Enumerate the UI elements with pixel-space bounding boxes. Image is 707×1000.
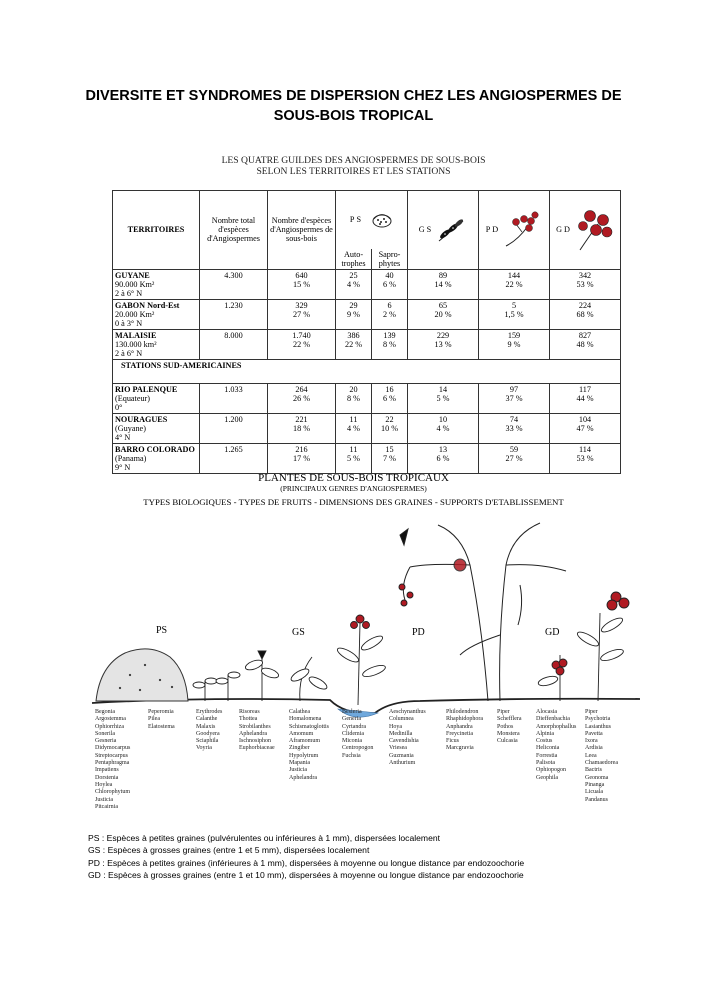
- cell-value: 6: [387, 300, 392, 310]
- diagram-description: TYPES BIOLOGIQUES - TYPES DE FRUITS - DIMENSIONS DES GRAINES - SUPPORTS D'ETABLISSEMENT: [143, 497, 564, 507]
- row-name: NOURAGUES: [115, 414, 168, 424]
- cell-value: 827: [578, 330, 592, 340]
- cell-value: 264: [295, 384, 308, 394]
- cell-auto: [336, 299, 372, 329]
- ps-seed-icon: [371, 212, 393, 228]
- diagram-label-ps: PS: [156, 625, 168, 636]
- legend-gs: GS : Espèces à grosses graines (entre 1 et 5 mm), dispersées localement: [88, 845, 370, 856]
- cell-percent: 14 %: [434, 279, 452, 289]
- cell-auto: [336, 329, 372, 359]
- cell-value: 386: [347, 330, 360, 340]
- diagram-label-gd: GD: [545, 627, 560, 638]
- cell-total: 8.000: [200, 329, 268, 359]
- row-area: 20.000 Km²: [115, 309, 155, 319]
- cell-value: 117: [579, 384, 591, 394]
- cell-value: 221: [295, 414, 308, 424]
- row-name-cell: [113, 299, 200, 329]
- cell-percent: 18 %: [292, 423, 311, 433]
- cell-understory: [268, 383, 336, 413]
- row-name: MALAISIE: [115, 330, 157, 340]
- genus-list: Besleria Generia Cyrtandra Clidemia Miconia Centropogon Fuchsia: [342, 709, 374, 759]
- table-row: [113, 299, 621, 329]
- cell-percent: 17 %: [292, 453, 311, 463]
- cell-value: 25: [349, 270, 358, 280]
- header-saprophytes: Sapro-phytes: [372, 249, 408, 270]
- cell-value: 1.740: [292, 330, 311, 340]
- table-row: [113, 383, 621, 413]
- cell-sapro: [372, 269, 408, 299]
- cell-value: 104: [578, 414, 592, 424]
- cell-value: 159: [507, 330, 521, 340]
- row-lat: 0°: [115, 402, 123, 412]
- cell-percent: 6 %: [383, 279, 396, 289]
- genus-list: Aeschynanthus Columnea Hoya Medinilla Cavendishia Vriesea Guzmania Anthurium: [389, 709, 426, 767]
- table-header-row: [113, 191, 621, 249]
- row-country: (Equateur): [115, 393, 151, 403]
- cell-gs: [408, 329, 479, 359]
- cell-value: 13: [438, 444, 448, 454]
- cell-total: 1.200: [200, 413, 268, 443]
- header-pd-label: PD: [485, 224, 501, 234]
- cell-understory: [268, 299, 336, 329]
- cell-total: 1.033: [200, 383, 268, 413]
- row-name: GUYANE: [115, 270, 150, 280]
- cell-percent: 1,5 %: [504, 309, 524, 319]
- cell-percent: 22 %: [344, 339, 363, 349]
- row-name-cell: [113, 329, 200, 359]
- cell-value: 139: [383, 330, 396, 340]
- cell-value: 10: [438, 414, 448, 424]
- cell-percent: 9 %: [347, 309, 360, 319]
- diagram-subtitle: (PRINCIPAUX GENRES D'ANGIOSPERMES): [280, 484, 427, 493]
- cell-percent: 33 %: [505, 423, 523, 433]
- row-lat: 2 à 6° N: [115, 288, 143, 298]
- cell-gs: [408, 269, 479, 299]
- row-country: (Panama): [115, 453, 147, 463]
- gd-plant: [537, 592, 629, 701]
- cell-gs: [408, 443, 479, 473]
- table-row: [113, 329, 621, 359]
- cell-value: 97: [509, 384, 519, 394]
- cell-value: 5: [511, 300, 517, 310]
- legend-ps: PS : Espèces à petites graines (pulvérulentes ou inférieures à 1 mm), dispersées localement: [88, 833, 441, 843]
- cell-percent: 6 %: [383, 393, 396, 403]
- header-gs-label: GS: [418, 224, 434, 234]
- pd-plant: [336, 615, 387, 705]
- cell-value: 59: [509, 444, 519, 454]
- cell-sapro: [372, 383, 408, 413]
- cell-gs: [408, 383, 479, 413]
- header-gd: [550, 191, 621, 270]
- genus-list: Begonia Argostemma Ophiorrhiza Sonerila Gesneria Didymocarpus Streptocarpus Pentaphragma Impatiens Dorstenia Hoylea Chlorophytum Justicia Pitcairnia: [95, 709, 131, 810]
- table-caption-line-2: SELON LES TERRITOIRES ET LES STATIONS: [256, 166, 451, 177]
- cell-value: 640: [295, 270, 308, 280]
- cell-value: 229: [436, 330, 450, 340]
- diagram-label-pd: PD: [412, 627, 425, 638]
- cell-gd: [550, 443, 621, 473]
- row-area: 130.000 km²: [115, 339, 157, 349]
- cell-percent: 4 %: [347, 279, 360, 289]
- cell-understory: [268, 413, 336, 443]
- cell-percent: 48 %: [576, 339, 594, 349]
- gd-red-fruits-icon: [574, 208, 614, 252]
- cell-sapro: [372, 443, 408, 473]
- cell-percent: 7 %: [383, 453, 396, 463]
- cell-percent: 8 %: [347, 393, 360, 403]
- cell-value: 216: [295, 444, 308, 454]
- cell-percent: 5 %: [347, 453, 360, 463]
- table-row: [113, 269, 621, 299]
- genus-list: Alocasia Dieffenbachia Amorphophallus Alpinia Costus Heliconia Forrestia Palisota Ophiopogon Geophila: [536, 709, 577, 781]
- cell-percent: 22 %: [505, 279, 523, 289]
- row-name: GABON Nord-Est: [115, 300, 180, 310]
- row-area: 90.000 Km²: [115, 279, 155, 289]
- genus-list: Calathea Homalomena Schismatoglottis Amomum Aframomum Zingiber Hypolytrum Mapania Justicia Aphelandra: [289, 709, 330, 781]
- header-total-species: Nombre total d'espèces d'Angiospermes: [200, 191, 268, 270]
- cell-value: 11: [349, 414, 358, 424]
- cell-value: 114: [579, 444, 591, 454]
- genus-list: Piper Psychotria Lasianthus Pavetta Ixora Ardisia Leea Chamaedorea Bactris Geonoma Pinanga Licuala Pandanus: [585, 709, 618, 803]
- cell-percent: 47 %: [576, 423, 594, 433]
- cell-pd: [479, 329, 550, 359]
- ps-small-plant: [193, 672, 240, 701]
- cell-gd: [550, 383, 621, 413]
- cell-percent: 15 %: [292, 279, 311, 289]
- header-pd: [479, 191, 550, 270]
- cell-understory: [268, 329, 336, 359]
- header-territoires: TERRITOIRES: [113, 191, 200, 270]
- cell-percent: 20 %: [434, 309, 452, 319]
- understory-plants-illustration: [0, 505, 707, 725]
- cell-auto: [336, 413, 372, 443]
- cell-total: 4.300: [200, 269, 268, 299]
- cell-gd: [550, 299, 621, 329]
- cell-percent: 27 %: [292, 309, 311, 319]
- cell-percent: 26 %: [292, 393, 311, 403]
- title-line-2: SOUS-BOIS TROPICAL: [273, 108, 434, 124]
- cell-value: 15: [385, 444, 394, 454]
- cell-auto: [336, 269, 372, 299]
- cell-value: 224: [578, 300, 592, 310]
- cell-total: 1.230: [200, 299, 268, 329]
- table-row: [113, 443, 621, 473]
- cell-value: 22: [385, 414, 394, 424]
- gs-plant: [244, 651, 328, 701]
- genus-list: Peperomia Pilea Elatostema: [148, 709, 175, 730]
- cell-pd: [479, 413, 550, 443]
- pd-red-berries-icon: [502, 210, 542, 250]
- legend-gd: GD : Espèces à grosses graines (entre 1 et 10 mm), dispersées à moyenne ou longue distance par endozoochorie: [88, 869, 524, 880]
- header-ps: [336, 191, 408, 249]
- cell-value: 16: [385, 384, 394, 394]
- section-row-stations: [113, 359, 621, 383]
- cell-percent: 4 %: [347, 423, 360, 433]
- cell-percent: 5 %: [436, 393, 450, 403]
- cell-sapro: [372, 299, 408, 329]
- cell-gs: [408, 413, 479, 443]
- cell-total: 1.265: [200, 443, 268, 473]
- legend: [88, 832, 524, 881]
- row-name-cell: [113, 383, 200, 413]
- diagram-label-gs: GS: [292, 627, 305, 638]
- gs-pod-icon: [435, 217, 467, 243]
- legend-pd: PD : Espèces à petites graines (inférieures à 1 mm), dispersées à moyenne ou longue distance par endozoochorie: [88, 857, 525, 868]
- section-stations-label: STATIONS SUD-AMERICAINES: [113, 359, 621, 383]
- cell-percent: 53 %: [576, 453, 594, 463]
- table-row: [113, 413, 621, 443]
- cell-pd: [479, 443, 550, 473]
- genus-list: Philodendron Rhaphidophora Anphandra Freycinetia Ficus Marcgravia: [446, 709, 483, 752]
- cell-gs: [408, 299, 479, 329]
- cell-understory: [268, 443, 336, 473]
- cell-percent: 10 %: [380, 423, 399, 433]
- cell-sapro: [372, 329, 408, 359]
- header-ps-label: PS: [349, 215, 364, 225]
- genus-list: Erythrodes Calanthe Malaxis Goodyera Sciaphila Voyria: [196, 709, 223, 752]
- cell-percent: 4 %: [436, 423, 450, 433]
- cell-percent: 6 %: [436, 453, 450, 463]
- cell-percent: 22 %: [292, 339, 311, 349]
- cell-value: 29: [349, 300, 358, 310]
- cell-percent: 9 %: [507, 339, 521, 349]
- cell-understory: [268, 269, 336, 299]
- header-understory-species: Nombre d'espèces d'Angiospermes de sous-bois: [268, 191, 336, 270]
- cell-sapro: [372, 413, 408, 443]
- tree-with-epiphytes: [399, 523, 566, 701]
- cell-value: 14: [438, 384, 448, 394]
- cell-percent: 27 %: [505, 453, 523, 463]
- cell-value: 65: [438, 300, 448, 310]
- row-name: RIO PALENQUE: [115, 384, 178, 394]
- header-gs: [408, 191, 479, 270]
- row-lat: 2 à 6° N: [115, 348, 143, 358]
- cell-percent: 2 %: [383, 309, 396, 319]
- row-lat: 4° N: [115, 432, 131, 442]
- row-name-cell: [113, 269, 200, 299]
- cell-gd: [550, 269, 621, 299]
- row-name-cell: [113, 413, 200, 443]
- rock: [96, 649, 188, 701]
- cell-percent: 68 %: [576, 309, 594, 319]
- cell-auto: [336, 443, 372, 473]
- row-country: (Guyane): [115, 423, 146, 433]
- cell-value: 74: [509, 414, 519, 424]
- diagram-title: PLANTES DE SOUS-BOIS TROPICAUX: [258, 472, 449, 484]
- cell-value: 329: [295, 300, 308, 310]
- cell-pd: [479, 269, 550, 299]
- table-caption-line-1: LES QUATRE GUILDES DES ANGIOSPERMES DE SOUS-BOIS: [221, 155, 486, 166]
- cell-value: 20: [349, 384, 358, 394]
- title-line-1: DIVERSITE ET SYNDROMES DE DISPERSION CHEZ LES ANGIOSPERMES DE: [85, 88, 622, 104]
- row-lat: 9° N: [115, 462, 131, 472]
- cell-gd: [550, 329, 621, 359]
- cell-auto: [336, 383, 372, 413]
- cell-percent: 53 %: [576, 279, 594, 289]
- genus-list: Risoreas Thottea Strobilanthes Aphelandra Ischnosiphon Euphorbiaceae: [239, 709, 275, 752]
- cell-value: 342: [578, 270, 592, 280]
- header-autotrophes: Auto-trophes: [336, 249, 372, 270]
- cell-pd: [479, 299, 550, 329]
- cell-value: 11: [349, 444, 358, 454]
- genus-list: Piper Schefflera Pothos Monstera Culcasia: [497, 709, 522, 745]
- header-gd-label: GD: [556, 224, 572, 234]
- row-name: BARRO COLORADO: [115, 444, 195, 454]
- cell-value: 40: [385, 270, 394, 280]
- cell-percent: 37 %: [505, 393, 523, 403]
- cell-value: 89: [438, 270, 448, 280]
- cell-percent: 8 %: [383, 339, 396, 349]
- cell-gd: [550, 413, 621, 443]
- cell-percent: 44 %: [576, 393, 594, 403]
- guild-table: [112, 190, 621, 474]
- cell-value: 144: [507, 270, 521, 280]
- table-caption: [0, 155, 707, 177]
- cell-percent: 13 %: [434, 339, 452, 349]
- cell-pd: [479, 383, 550, 413]
- page-title: [0, 86, 707, 126]
- row-lat: 0 à 3° N: [115, 318, 143, 328]
- row-name-cell: [113, 443, 200, 473]
